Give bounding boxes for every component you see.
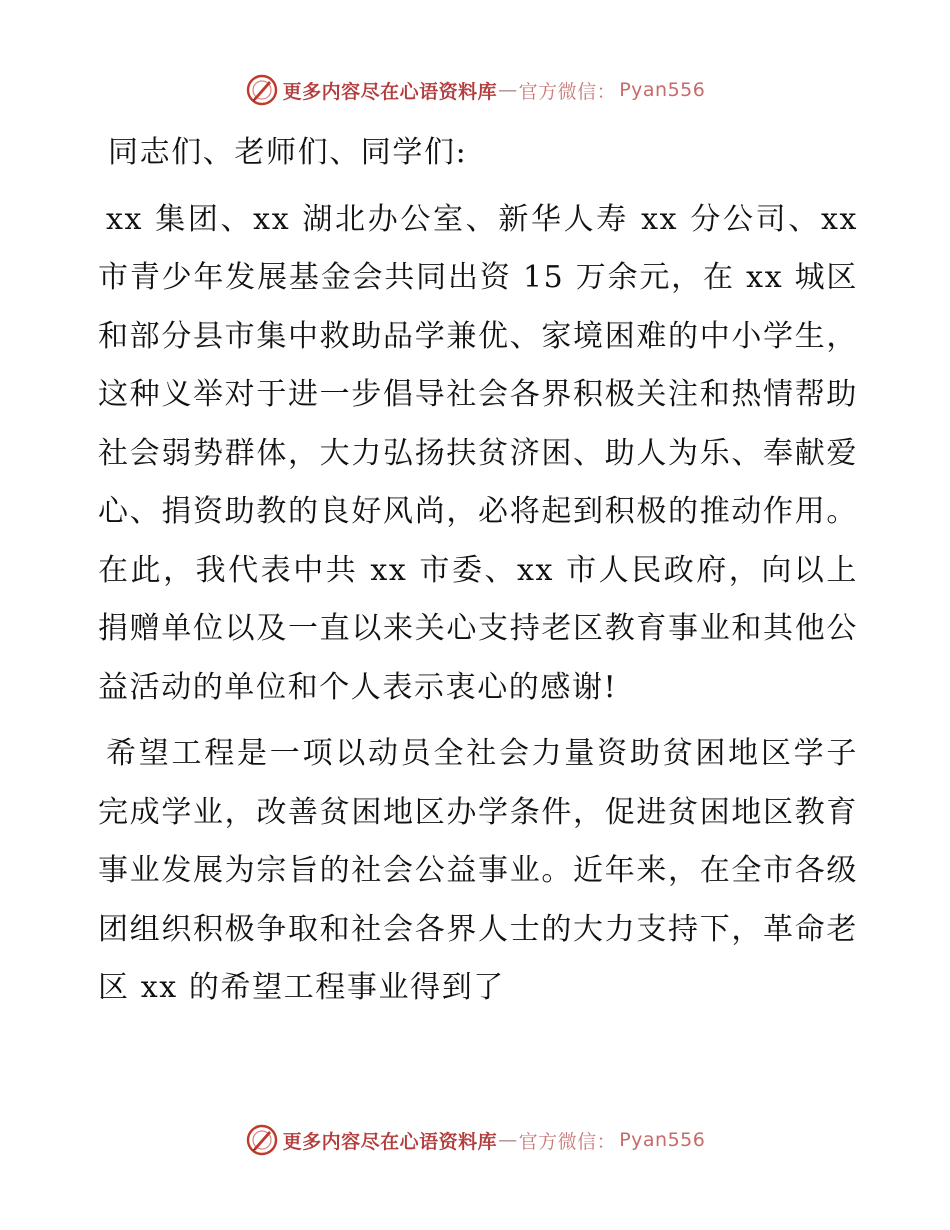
banner-dash: —	[498, 1129, 518, 1151]
paragraph-2: 希望工程是一项以动员全社会力量资助贫困地区学子完成学业，改善贫困地区办学条件，促进贫困地区教育事业发展为宗旨的社会公益事业。近年来，在全市各级团组织积极争取和社会各界人士的大力支持下，革命老区 xx 的希望工程事业得到了	[98, 736, 858, 1005]
banner-slogan: 更多内容尽在心语资料库	[282, 80, 498, 103]
banner-wechat-label: 官方微信：	[518, 80, 617, 103]
banner-slogan: 更多内容尽在心语资料库	[282, 1130, 498, 1153]
banner-wechat-handle: Pyan556	[619, 79, 706, 101]
paragraph-1: xx 集团、xx 湖北办公室、新华人寿 xx 分公司、xx 市青少年发展基金会共同出资 15 万余元，在 xx 城区和部分县市集中救助品学兼优、家境困难的中小学生，这种义举对于进一步倡导社会各界积极关注和热情帮助社会弱势群体，大力弘扬扶贫济困、助人为乐、奉献爱心、捐资助教的良好风尚，必将起到积极的推动作用。在此，我代表中共 xx 市委、xx 市人民政府，向以上捐赠单位以及一直以来关心支持老区教育事业和其他公益活动的单位和个人表示衷心的感谢!	[98, 201, 858, 705]
document-body	[98, 124, 858, 1026]
salutation: 同志们、老师们、同学们:	[108, 135, 468, 170]
banner-dash: —	[498, 79, 518, 101]
banner-wechat-label: 官方微信：	[518, 1130, 617, 1153]
banner-wechat-handle: Pyan556	[619, 1129, 706, 1151]
quill-seal-icon	[245, 73, 279, 107]
header-watermark-banner	[0, 70, 950, 110]
footer-watermark-banner	[0, 1120, 950, 1160]
quill-seal-icon	[245, 1123, 279, 1157]
